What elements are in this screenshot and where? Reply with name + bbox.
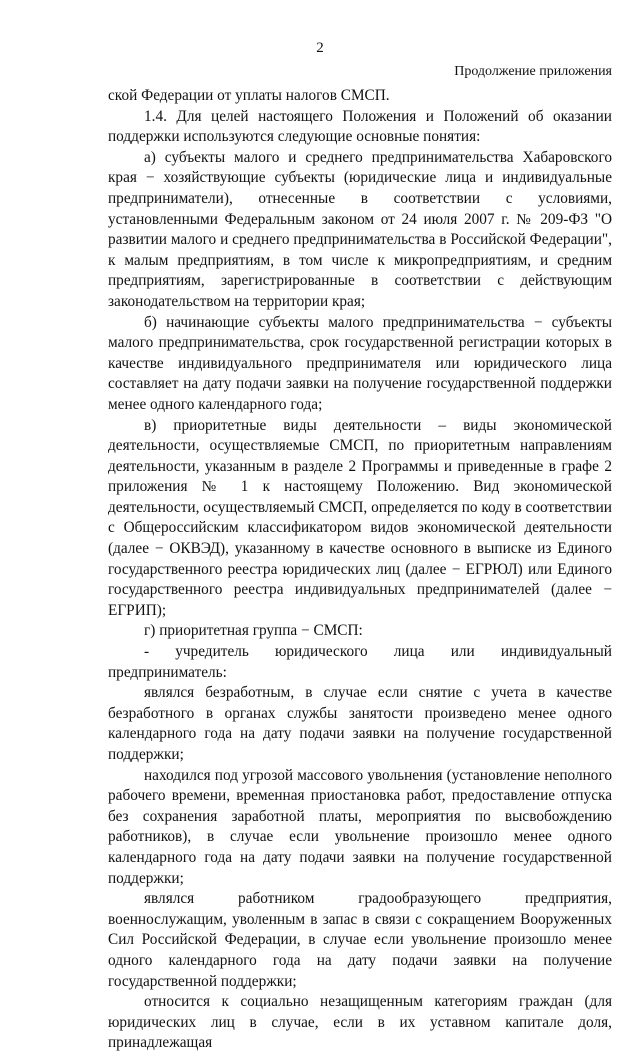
- paragraph-continuation: ской Федерации от уплаты налогов СМСП.: [108, 87, 390, 104]
- page-number: 2: [316, 40, 324, 56]
- paragraph-founder: - учредитель юридического лица или индивидуальный предприниматель:: [108, 643, 612, 681]
- paragraph-city-enterprise: являлся работником градообразующего предприятия, военнослужащим, уволенным в запас в связи с сокращением Вооруженных Сил Российской Федерации, в случае если увольнение произошло менее одного календарного года на дату подачи заявки на получение государственной поддержки;: [108, 890, 612, 990]
- document-body: [108, 86, 612, 1054]
- paragraph-1-4: 1.4. Для целей настоящего Положения и Положений об оказании поддержки используются следующие основные понятия:: [108, 107, 612, 146]
- paragraph-a: а) субъекты малого и среднего предпринимательства Хабаровского края − хозяйствующие субъекты (юридические лица и индивидуальные предприниматели), отнесенные в соответствии с условиями, установленными Федеральным законом от 24 июля 2007 г. № 209-ФЗ "О развитии малого и среднего предпринимательства в Российской Федерации", к малым предприятиям, в том числе к микропредприятиям, и средним предприятиям, зарегистрированные в соответствии с действующим законодательством на территории края;: [108, 148, 612, 310]
- paragraph-layoff-threat: находился под угрозой массового увольнения (установление неполного рабочего времени, временная приостановка работ, предоставление отпуска без сохранения заработной платы, мероприятия по высвобождению работников), в случае если увольнение произошло менее одного календарного года на дату подачи заявки на получение государственной поддержки;: [108, 766, 612, 887]
- paragraph-unemployed: являлся безработным, в случае если снятие с учета в качестве безработного в органах службы занятости произведено менее одного календарного года на дату подачи заявки на получение государственной поддержки;: [108, 684, 612, 763]
- continuation-label: Продолжение приложения: [454, 64, 612, 79]
- paragraph-g: г) приоритетная группа − СМСП:: [144, 622, 363, 640]
- paragraph-social-category: относится к социально незащищенным категориям граждан (для юридических лиц в случае, если в их уставном капитале доля, принадлежащая: [108, 993, 612, 1052]
- paragraph-b: б) начинающие субъекты малого предпринимательства − субъекты малого предпринимательства, срок государственной регистрации которых в качестве индивидуального предпринимателя или юридического лица составляет на дату подачи заявки на получение государственной поддержки менее одного календарного года;: [108, 313, 612, 413]
- paragraph-v: в) приоритетные виды деятельности – виды экономической деятельности, осуществляемые СМСП, по приоритетным направлениям деятельности, указанным в разделе 2 Программы и приведенные в графе 2 приложения № 1 к настоящему Положению. Вид экономической деятельности, осуществляемый СМСП, определяется по коду в соответствии с Общероссийским классификатором видов экономической деятельности (далее − ОКВЭД), указанному в качестве основного в выписке из Единого государственного реестра юридических лиц (далее − ЕГРЮЛ) или Единого государственного реестра индивидуальных предпринимателей (далее − ЕГРИП);: [108, 416, 612, 619]
